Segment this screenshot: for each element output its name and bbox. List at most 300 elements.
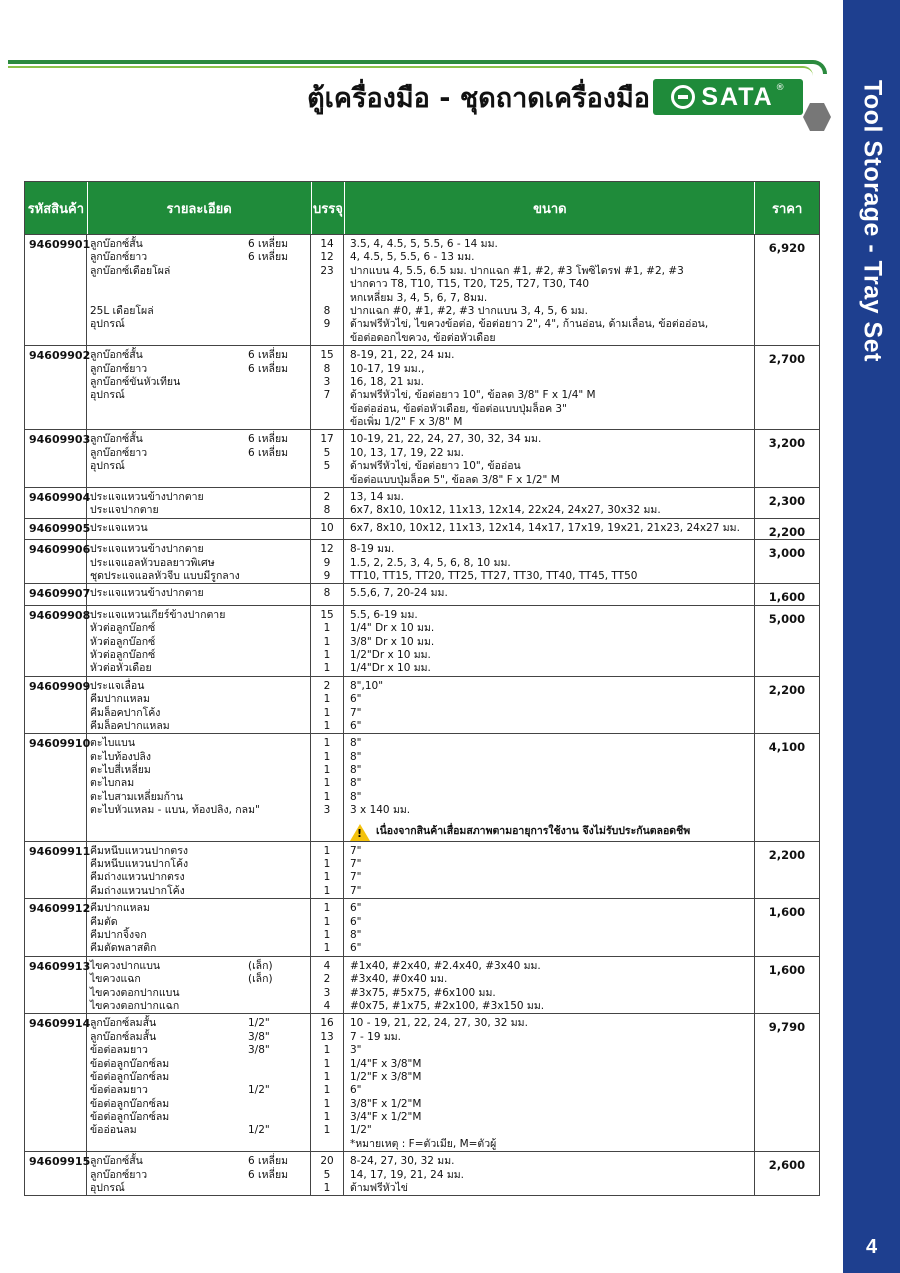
description-line: [90, 987, 306, 1000]
item-name: ตะไบแบน: [90, 737, 136, 750]
quantity-value: 9: [323, 318, 331, 331]
item-type: [248, 777, 306, 790]
item-type: 6 เหลี่ยม: [248, 1155, 289, 1168]
size-value: ข้อต่อแบบปุ่มล็อค 5", ข้อลด 3/8" F x 1/2" M: [350, 473, 560, 486]
product-price: 2,600: [768, 1158, 806, 1173]
item-name: หัวต่อลูกบ๊อกซ์: [90, 622, 156, 635]
item-type: [248, 460, 306, 473]
product-quantity: [311, 346, 344, 429]
item-type: [248, 707, 306, 720]
description-line: [90, 1031, 306, 1044]
product-quantity: [311, 488, 344, 518]
description-line: [90, 1182, 306, 1195]
size-value: 7": [350, 884, 362, 897]
quantity-value: 1: [323, 929, 331, 941]
description-line: [90, 1044, 306, 1057]
quantity-value: 4: [323, 999, 331, 1012]
item-type: [248, 557, 306, 570]
item-type: 6 เหลี่ยม: [248, 238, 289, 250]
quantity-value: 1: [323, 635, 331, 648]
item-name: ลูกบ๊อกซ์ลมสั้น: [90, 1030, 157, 1043]
item-name: ประแจปากตาย: [90, 504, 159, 517]
description-line: [90, 1000, 306, 1013]
item-name: อุปกรณ์: [90, 460, 125, 473]
brand-logo: [653, 79, 803, 115]
quantity-value: 1: [323, 750, 331, 763]
product-size: [344, 346, 755, 429]
size-value: *หมายเหตุ : F=ตัวเมีย, M=ตัวผู้: [350, 1137, 497, 1150]
product-description: [87, 488, 311, 518]
item-name: ตะไบสี่เหลี่ยม: [90, 764, 151, 777]
size-value: ปากแฉก #0, #1, #2, #3 ปากแบน 3, 4, 5, 6 มม.: [350, 304, 588, 317]
item-name: ประแจแหวนข้างปากตาย: [90, 491, 204, 504]
product-description: [87, 1152, 311, 1195]
quantity-value: 1: [323, 1182, 331, 1195]
quantity-value: 1: [323, 915, 331, 928]
description-line: [90, 557, 306, 570]
description-line: [90, 1155, 306, 1168]
product-size: [344, 235, 755, 345]
size-value: 8": [350, 790, 362, 803]
size-value: 10-19, 21, 22, 24, 27, 30, 32, 34 มม.: [350, 433, 542, 446]
quantity-value: 1: [323, 1044, 331, 1057]
description-line: [90, 636, 306, 649]
size-value: 3/8" Dr x 10 มม.: [350, 635, 435, 648]
item-name: ลูกบ๊อกซ์ยาว: [90, 1168, 148, 1181]
quantity-value: 1: [323, 871, 331, 884]
product-price: 4,100: [768, 740, 806, 755]
description-line: [90, 609, 306, 622]
quantity-value: 8: [323, 587, 331, 600]
quantity-value: 15: [320, 349, 334, 362]
product-size: [344, 734, 755, 840]
table-row: [25, 1013, 819, 1151]
size-value: #3x40, #0x40 มม.: [350, 973, 448, 986]
brand-mark-icon: [671, 85, 695, 109]
item-type: [248, 649, 306, 662]
size-value: 1/2"Dr x 10 มม.: [350, 648, 431, 661]
item-type: [248, 1182, 306, 1195]
item-type: [248, 662, 306, 675]
size-value: TT10, TT15, TT20, TT25, TT27, TT30, TT40, TT45, TT50: [350, 570, 638, 582]
size-value: 8": [350, 737, 362, 750]
quantity-value: 1: [323, 737, 331, 750]
table-row: [25, 956, 819, 1014]
size-value: ปากดาว T8, T10, T15, T20, T25, T27, T30, T40: [350, 278, 590, 291]
quantity-value: 1: [323, 1057, 331, 1070]
product-code: 94609907: [25, 584, 87, 604]
quantity-value: 12: [320, 543, 334, 556]
description-line: [90, 389, 306, 402]
size-value: 8": [350, 764, 362, 777]
item-name: คีมหนีบแหวนปากโค้ง: [90, 858, 189, 871]
quantity-value: 1: [323, 1084, 331, 1097]
product-description: [87, 1014, 311, 1151]
product-price: 9,790: [768, 1020, 806, 1035]
item-type: [248, 389, 306, 402]
size-value: 8": [350, 750, 362, 763]
item-type: [260, 804, 318, 817]
quantity-value: 1: [323, 844, 331, 857]
description-line: [90, 587, 306, 600]
header-price: ราคา: [772, 201, 803, 217]
description-line: [90, 433, 306, 446]
description-line: [90, 1071, 306, 1084]
size-value: 7": [350, 871, 362, 884]
table-row: [25, 1151, 819, 1195]
item-name: ประแจแหวนข้างปากตาย: [90, 587, 204, 600]
quantity-value: 8: [323, 304, 331, 317]
warning-note: [350, 824, 754, 841]
item-name: ข้อต่อลูกบ๊อกซ์ลม: [90, 1097, 170, 1110]
quantity-value: 1: [323, 858, 331, 871]
item-name: คีมถ่างแหวนปากโค้ง: [90, 884, 185, 897]
item-name: ตะไบกลม: [90, 777, 135, 790]
header-line-accent: [8, 66, 813, 76]
product-table: [24, 181, 820, 1196]
size-value: 10 - 19, 21, 22, 24, 27, 30, 32 มม.: [350, 1017, 528, 1030]
item-name: ไขควงปากแบน: [90, 959, 161, 972]
item-name: ลูกบ๊อกซ์สั้น: [90, 238, 143, 250]
quantity-value: 16: [320, 1017, 334, 1030]
quantity-value: 1: [323, 1070, 331, 1083]
item-type: [248, 318, 306, 331]
item-name: ชุดประแจแอลหัวจีบ แบบมีรูกลาง: [90, 570, 240, 582]
quantity-value: 1: [323, 764, 331, 777]
size-value: ด้ามฟรีหัวไข่: [350, 1182, 408, 1195]
item-name: ข้อต่อลมยาว: [90, 1084, 148, 1097]
size-value: ข้อต่ออ่อน, ข้อต่อหัวเดือย, ข้อต่อแบบปุ่มล็อค 3": [350, 402, 567, 415]
item-type: [248, 305, 306, 318]
item-type: 6 เหลี่ยม: [248, 349, 289, 362]
size-value: 3.5, 4, 4.5, 5, 5.5, 6 - 14 มม.: [350, 238, 498, 250]
size-value: #1x40, #2x40, #2.4x40, #3x40 มม.: [350, 959, 541, 972]
item-name: ตะไบสามเหลี่ยมก้าน: [90, 790, 184, 803]
quantity-value: 1: [323, 1097, 331, 1110]
description-line: [90, 720, 306, 733]
blank-line: [90, 278, 306, 291]
description-line: [90, 764, 306, 777]
description-line: [90, 737, 306, 750]
item-type: [248, 680, 306, 693]
item-type: [248, 265, 306, 278]
product-description: [87, 346, 311, 429]
product-code: 94609912: [25, 899, 87, 956]
hexagon-decoration: [803, 103, 831, 131]
size-value: 7 - 19 มม.: [350, 1030, 402, 1043]
page-title: ตู้เครื่องมือ - ชุดถาดเครื่องมือ: [307, 83, 650, 114]
product-quantity: [311, 235, 344, 345]
product-quantity: [311, 957, 344, 1014]
product-code: 94609909: [25, 677, 87, 734]
quantity-value: 1: [323, 648, 331, 661]
item-name: ไขควงตอกปากแบน: [90, 986, 180, 999]
item-type: [248, 587, 306, 600]
product-code: 94609902: [25, 346, 87, 429]
quantity-value: 1: [323, 1111, 331, 1124]
item-type: 3/8": [248, 1030, 270, 1043]
item-name: อุปกรณ์: [90, 1182, 125, 1195]
item-name: ข้อต่อลูกบ๊อกซ์ลม: [90, 1057, 170, 1070]
quantity-value: 15: [320, 608, 334, 621]
size-value: 8",10": [350, 679, 384, 692]
size-value: 5.5,6, 7, 20-24 มม.: [350, 587, 448, 600]
item-name: ประแจแหวนข้างปากตาย: [90, 543, 204, 556]
item-name: คีมตัด: [90, 915, 118, 928]
item-type: 6 เหลี่ยม: [248, 1168, 289, 1181]
item-type: 6 เหลี่ยม: [248, 446, 289, 459]
blank-line: [90, 292, 306, 305]
warning-icon: [350, 824, 370, 841]
item-name: ลูกบ๊อกซ์ลมสั้น: [90, 1017, 157, 1030]
size-value: ด้ามฟรีหัวไข่, ไขควงข้อต่อ, ข้อต่อยาว 2", 4", ก้านอ่อน, ด้ามเลื่อน, ข้อต่ออ่อน,: [350, 318, 709, 331]
description-line: [90, 522, 306, 535]
quantity-value: 1: [323, 884, 331, 897]
size-value: 8": [350, 929, 362, 941]
item-name: ประแจแอลหัวบอลยาวพิเศษ: [90, 556, 215, 569]
size-value: 6": [350, 902, 362, 915]
header-qty: บรรจุ: [312, 182, 346, 234]
size-value: 10-17, 19 มม.,: [350, 362, 425, 375]
quantity-value: 1: [323, 790, 331, 803]
item-type: 1/2": [248, 1017, 270, 1030]
size-value: 1/4" Dr x 10 มม.: [350, 622, 435, 635]
item-name: ลูกบ๊อกซ์ยาว: [90, 251, 148, 264]
description-line: [90, 929, 306, 942]
quantity-value: 1: [323, 942, 331, 955]
size-value: 8-19, 21, 22, 24 มม.: [350, 349, 455, 362]
description-line: [90, 885, 306, 898]
quantity-value: 12: [320, 251, 334, 264]
description-line: [90, 570, 306, 583]
item-name: หัวต่อหัวเดือย: [90, 662, 152, 675]
item-type: [248, 693, 306, 706]
quantity-value: 9: [323, 570, 331, 582]
header-desc: รายละเอียด: [88, 182, 312, 234]
product-quantity: [311, 584, 344, 604]
description-line: [90, 1017, 306, 1030]
item-type: 3/8": [248, 1044, 270, 1057]
description-line: [90, 751, 306, 764]
description-line: [90, 662, 306, 675]
item-type: [248, 845, 306, 858]
item-type: 6 เหลี่ยม: [248, 362, 289, 375]
table-row: [25, 676, 819, 734]
size-value: #3x75, #5x75, #6x100 มม.: [350, 986, 496, 999]
item-name: หัวต่อลูกบ๊อกซ์: [90, 635, 156, 648]
warning-text: เนื่องจากสินค้าเสื่อมสภาพตามอายุการใช้งาน จึงไม่รับประกันตลอดชีพ: [376, 825, 691, 838]
item-type: [248, 1098, 306, 1111]
header-size: ขนาด: [345, 182, 755, 234]
description-line: [90, 693, 306, 706]
size-value: ข้อเพิ่ม 1/2" F x 3/8" M: [350, 416, 463, 429]
size-value: 3/4"F x 1/2"M: [350, 1111, 422, 1124]
description-line: [90, 960, 306, 973]
table-row: [25, 429, 819, 487]
product-size: [344, 430, 755, 487]
item-type: [248, 791, 306, 804]
quantity-value: 3: [323, 986, 331, 999]
quantity-value: 5: [323, 446, 331, 459]
quantity-value: 1: [323, 719, 331, 732]
item-type: (เล็ก): [248, 959, 273, 972]
table-row: [25, 583, 819, 604]
item-name: 25L เดือยโผล่: [90, 304, 154, 317]
size-value: 6": [350, 719, 362, 732]
item-name: ลูกบ๊อกซ์สั้น: [90, 1155, 143, 1168]
product-quantity: [311, 606, 344, 676]
quantity-value: 23: [320, 264, 334, 277]
product-price: 1,600: [768, 590, 806, 605]
product-description: [87, 734, 311, 840]
item-name: ข้อต่อลูกบ๊อกซ์ลม: [90, 1070, 170, 1083]
quantity-value: 14: [320, 238, 334, 250]
quantity-value: 1: [323, 777, 331, 790]
item-type: [248, 570, 306, 583]
product-description: [87, 430, 311, 487]
size-value: 6": [350, 1084, 362, 1097]
product-code: 94609911: [25, 842, 87, 899]
item-name: คีมล็อคปากโค้ง: [90, 706, 161, 719]
product-price: 3,000: [768, 546, 806, 561]
table-row: [25, 898, 819, 956]
item-type: [248, 720, 306, 733]
product-price: 2,700: [768, 352, 806, 367]
product-description: [87, 957, 311, 1014]
description-line: [90, 376, 306, 389]
item-type: [248, 1058, 306, 1071]
item-type: [248, 522, 306, 535]
item-type: [248, 543, 306, 556]
size-value: 3/8"F x 1/2"M: [350, 1097, 422, 1110]
description-line: [90, 1098, 306, 1111]
product-quantity: [311, 430, 344, 487]
size-value: ด้ามฟรีหัวไข่, ข้อต่อยาว 10", ข้อลด 3/8" F x 1/4" M: [350, 389, 596, 402]
product-price: 2,200: [768, 524, 806, 539]
product-code: 94609905: [25, 519, 87, 539]
quantity-value: 5: [323, 1168, 331, 1181]
product-description: [87, 842, 311, 899]
item-type: [248, 902, 306, 915]
quantity-value: 10: [320, 521, 334, 534]
description-line: [90, 942, 306, 955]
product-price: 6,920: [768, 241, 806, 255]
product-quantity: [311, 842, 344, 899]
product-code: 94609913: [25, 957, 87, 1014]
item-name: ลูกบ๊อกซ์ยาว: [90, 362, 148, 375]
product-quantity: [311, 734, 344, 840]
item-name: อุปกรณ์: [90, 389, 125, 402]
product-description: [87, 899, 311, 956]
product-quantity: [311, 519, 344, 539]
product-quantity: [311, 899, 344, 956]
item-name: คีมปากแหลม: [90, 902, 150, 915]
item-type: [248, 1000, 306, 1013]
description-line: [90, 902, 306, 915]
description-line: [90, 265, 306, 278]
item-name: ข้อต่อลูกบ๊อกซ์ลม: [90, 1111, 170, 1124]
product-description: [87, 235, 311, 345]
description-line: [90, 504, 306, 517]
table-row: [25, 733, 819, 840]
product-quantity: [311, 540, 344, 583]
table-row: [25, 487, 819, 518]
item-name: ตะไบท้องปลิง: [90, 750, 151, 763]
product-size: [344, 540, 755, 583]
description-line: [90, 1169, 306, 1182]
description-line: [90, 916, 306, 929]
product-size: [344, 606, 755, 676]
item-name: ข้ออ่อนลม: [90, 1124, 137, 1137]
product-price: 1,600: [768, 962, 806, 977]
size-value: 7": [350, 858, 362, 871]
size-value: 8-19 มม.: [350, 543, 395, 556]
item-name: คีมตัดพลาสติก: [90, 942, 157, 955]
item-name: ตะไบหัวแหลม - แบน, ท้องปลิง, กลม": [90, 804, 260, 817]
table-header: [25, 182, 819, 234]
item-name: คีมถ่างแหวนปากตรง: [90, 871, 185, 884]
product-code: 94609903: [25, 430, 87, 487]
description-line: [90, 973, 306, 986]
item-name: ประแจแหวนเกียร์ข้างปากตาย: [90, 608, 226, 621]
description-line: [90, 447, 306, 460]
page-number: 4: [865, 1236, 878, 1258]
quantity-value: 3: [323, 375, 331, 388]
item-name: คีมปากจิ้งจก: [90, 929, 147, 941]
description-line: [90, 238, 306, 251]
quantity-value: 13: [320, 1030, 334, 1043]
quantity-value: [311, 278, 343, 291]
quantity-value: 2: [323, 973, 331, 986]
item-type: [248, 751, 306, 764]
product-size: [344, 519, 755, 539]
product-price: 2,200: [768, 682, 806, 697]
side-title: [843, 0, 900, 560]
brand-name: SATA: [701, 82, 774, 111]
item-type: [248, 885, 306, 898]
product-size: [344, 677, 755, 734]
size-value: #0x75, #1x75, #2x100, #3x150 มม.: [350, 999, 545, 1012]
size-value: หกเหลี่ยม 3, 4, 5, 6, 7, 8มม.: [350, 291, 488, 304]
description-line: [90, 777, 306, 790]
size-value: 1/4"F x 3/8"M: [350, 1057, 422, 1070]
product-code: 94609906: [25, 540, 87, 583]
product-code: 94609914: [25, 1014, 87, 1151]
quantity-value: 1: [323, 693, 331, 706]
size-value: 6": [350, 915, 362, 928]
item-name: คีมล็อคปากแหลม: [90, 719, 170, 732]
product-description: [87, 519, 311, 539]
size-value: 13, 14 มม.: [350, 491, 404, 504]
description-line: [90, 680, 306, 693]
product-code: 94609910: [25, 734, 87, 840]
quantity-value: 1: [323, 1124, 331, 1137]
item-name: ข้อต่อลมยาว: [90, 1044, 148, 1057]
item-type: [248, 916, 306, 929]
quantity-value: [311, 292, 343, 305]
quantity-value: 3: [323, 804, 331, 817]
description-line: [90, 791, 306, 804]
quantity-value: 4: [323, 959, 331, 972]
item-type: (เล็ก): [248, 973, 273, 986]
table-row: [25, 234, 819, 345]
item-type: [248, 376, 306, 389]
product-description: [87, 584, 311, 604]
size-value: 10, 13, 17, 19, 22 มม.: [350, 446, 465, 459]
product-price: 2,200: [768, 847, 806, 862]
description-line: [90, 1058, 306, 1071]
quantity-value: 2: [323, 679, 331, 692]
